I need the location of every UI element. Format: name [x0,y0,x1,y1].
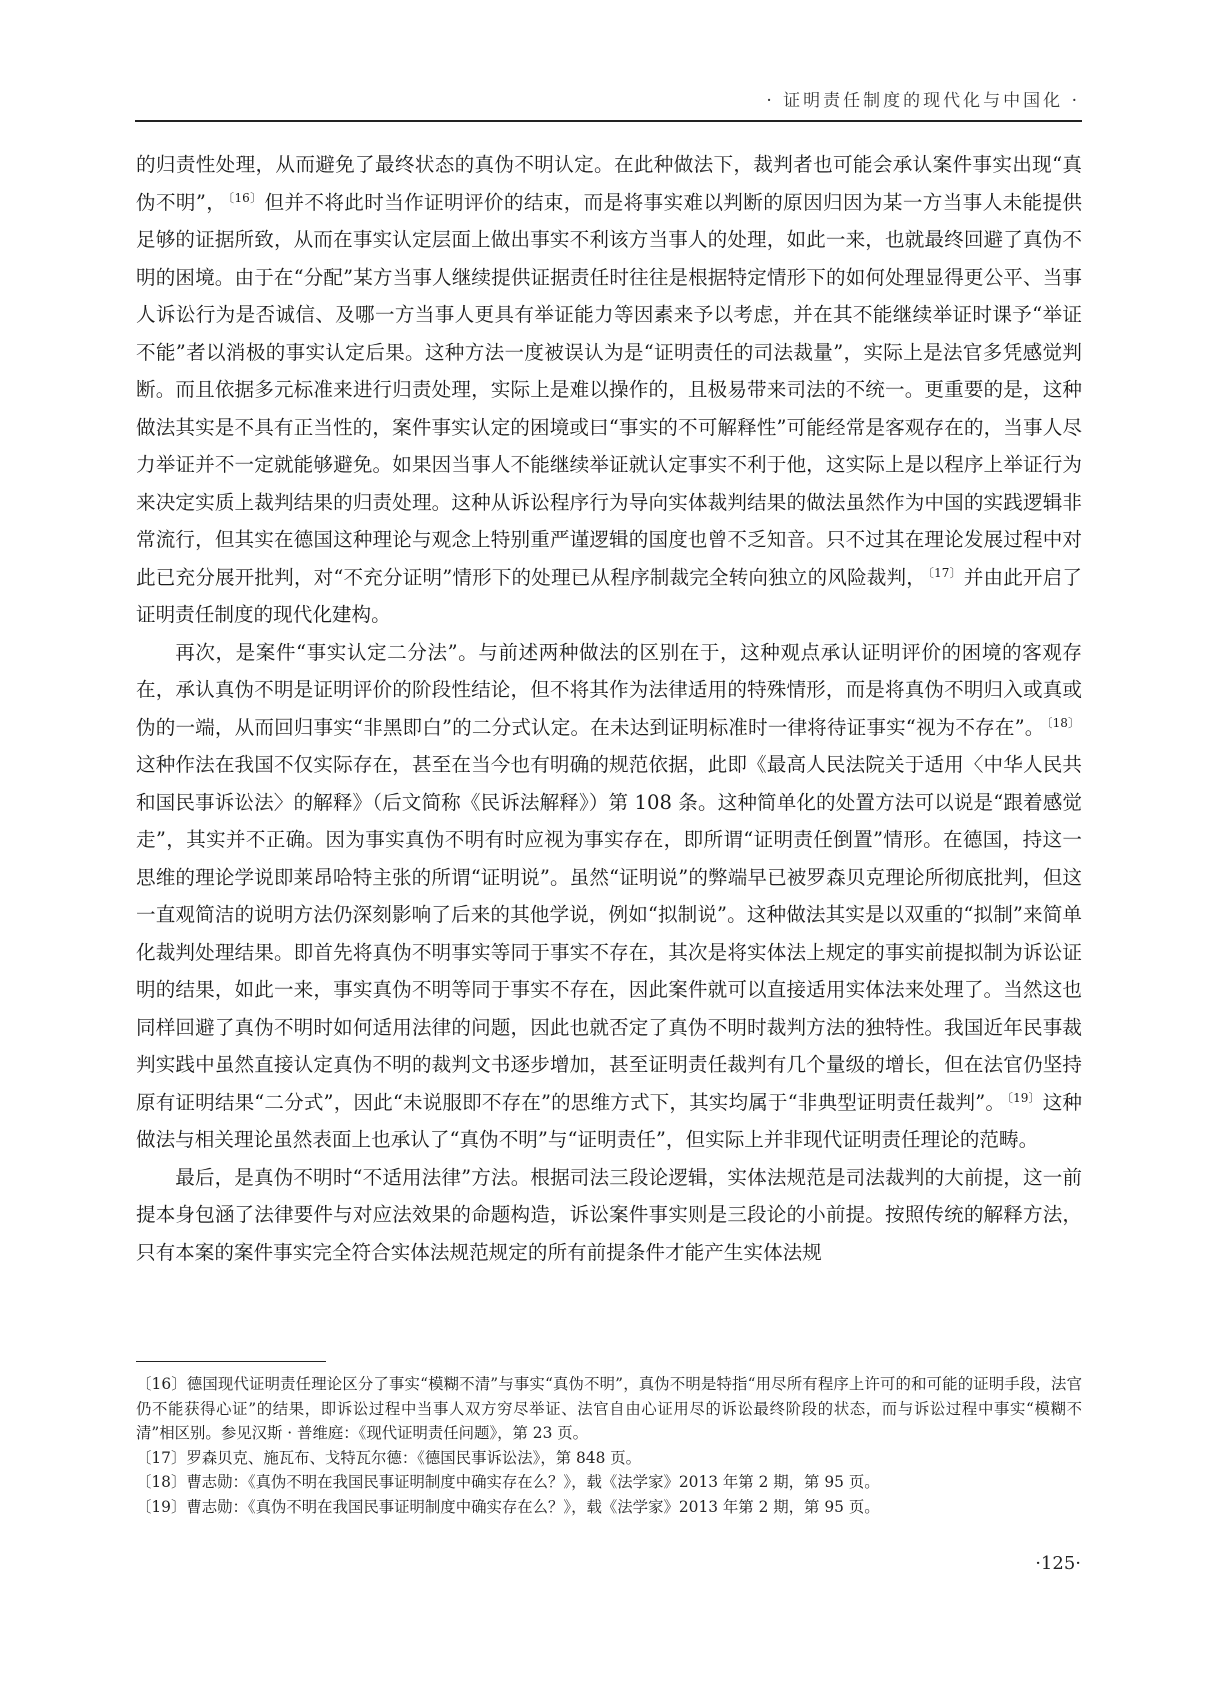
body-paragraph [136,146,1082,634]
running-header: · 证明责任制度的现代化与中国化 · [766,91,1080,111]
footnote-reference[interactable]: 〔19〕 [1007,1090,1041,1105]
body-paragraph [136,1159,1082,1272]
paragraph-text: 并由此开启了证明责任制度的现代化建构。 [136,565,1082,626]
paragraph-text: 的归责性处理，从而避免了最终状态的真伪不明认定。在此种做法下，裁判者也可能会承认案件事实出现“真伪不明”， [136,153,1082,214]
body-paragraph [136,634,1082,1159]
page-number: ·125· [1035,1553,1081,1574]
paragraph-text: 这种做法与相关理论虽然表面上也承认了“真伪不明”与“证明责任”，但实际上并非现代证明责任理论的范畴。 [136,1090,1082,1151]
footnote-rule [136,1361,326,1362]
footnote-reference[interactable]: 〔17〕 [928,565,962,580]
footnotes [136,1372,1082,1519]
footnote-17: 〔17〕罗森贝克、施瓦布、戈特瓦尔德：《德国民事诉讼法》，第 848 页。 [136,1448,642,1467]
body-text [136,146,1082,1271]
paragraph-text: 再次，是案件“事实认定二分法”。与前述两种做法的区别在于，这种观点承认证明评价的困境的客观存在，承认真伪不明是证明评价的阶段性结论，但不将其作为法律适用的特殊情形，而是将真伪不明归入或真或伪的一端，从而回归事实“非黑即白”的二分式认定。在未达到证明标准时一律将待证事实“视为不存在”。 [136,640,1082,739]
footnote-19: 〔19〕曹志勋：《真伪不明在我国民事证明制度中确实存在么？》，载《法学家》2013 年第 2 期，第 95 页。 [136,1497,880,1516]
footnote-reference[interactable]: 〔18〕 [1046,715,1080,730]
paragraph-text: 这种作法在我国不仅实际存在，甚至在当今也有明确的规范依据，此即《最高人民法院关于适用〈中华人民共和国民事诉讼法〉的解释》（后文简称《民诉法解释》）第 108 条。这种简单化的处置方法可以说是“跟着感觉走”，其实并不正确。因为事实真伪不明有时应视为事实存在，即所谓“证明责任倒置”情形。在德国，持这一思维的理论学说即莱昂哈特主张的所谓“证明说”。虽然“证明说”的弊端早已被罗森贝克理论所彻底批判，但这一直观简洁的说明方法仍深刻影响了后来的其他学说，例如“拟制说”。这种做法其实是以双重的“拟制”来简单化裁判处理结果。即首先将真伪不明事实等同于事实不存在，其次是将实体法上规定的事实前提拟制为诉讼证明的结果，如此一来，事实真伪不明等同于事实不存在，因此案件就可以直接适用实体法来处理了。当然这也同样回避了真伪不明时如何适用法律的问题，因此也就否定了真伪不明时裁判方法的独特性。我国近年民事裁判实践中虽然直接认定真伪不明的裁判文书逐步增加，甚至证明责任裁判有几个量级的增长，但在法官仍坚持原有证明结果“二分式”，因此“未说服即不存在”的思维方式下，其实均属于“非典型证明责任裁判”。 [136,753,1082,1114]
footnote-18: 〔18〕曹志勋：《真伪不明在我国民事证明制度中确实存在么？》，载《法学家》2013 年第 2 期，第 95 页。 [136,1473,880,1491]
paragraph-text: 但并不将此时当作证明评价的结束，而是将事实难以判断的原因归因为某一方当事人未能提供足够的证据所致，从而在事实认定层面上做出事实不利该方当事人的处理，如此一来，也就最终回避了真伪不明的困境。由于在“分配”某方当事人继续提供证据责任时往往是根据特定情形下的如何处理显得更公平、当事人诉讼行为是否诚信、及哪一方当事人更具有举证能力等因素来予以考虑，并在其不能继续举证时课予“举证不能”者以消极的事实认定后果。这种方法一度被误认为是“证明责任的司法裁量”，实际上是法官多凭感觉判断。而且依据多元标准来进行归责处理，实际上是难以操作的，且极易带来司法的不统一。更重要的是，这种做法其实是不具有正当性的，案件事实认定的困境或曰“事实的不可解释性”可能经常是客观存在的，当事人尽力举证并不一定就能够避免。如果因当事人不能继续举证就认定事实不利于他，这实际上是以程序上举证行为来决定实质上裁判结果的归责处理。这种从诉讼程序行为导向实体裁判结果的做法虽然作为中国的实践逻辑非常流行，但其实在德国这种理论与观念上特别重严谨逻辑的国度也曾不乏知音。只不过其在理论发展过程中对此已充分展开批判，对“不充分证明”情形下的处理已从程序制裁完全转向独立的风险裁判， [136,190,1082,589]
header-rule [135,120,1082,122]
paragraph-text: 最后，是真伪不明时“不适用法律”方法。根据司法三段论逻辑，实体法规范是司法裁判的大前提，这一前提本身包涵了法律要件与对应法效果的命题构造，诉讼案件事实则是三段论的小前提。按照传统的解释方法，只有本案的案件事实完全符合实体法规范规定的所有前提条件才能产生实体法规 [136,1165,1082,1264]
footnote-reference[interactable]: 〔16〕 [228,190,263,205]
footnote-16: 〔16〕德国现代证明责任理论区分了事实“模糊不清”与事实“真伪不明”，真伪不明是特指“用尽所有程序上许可的和可能的证明手段，法官仍不能获得心证”的结果，即诉讼过程中当事人双方穷尽举证、法官自由心证用尽的诉讼最终阶段的状态，而与诉讼过程中事实“模糊不清”相区别。参见汉斯 · 普维庭：《现代证明责任问题》，第 23 页。 [136,1375,1082,1442]
